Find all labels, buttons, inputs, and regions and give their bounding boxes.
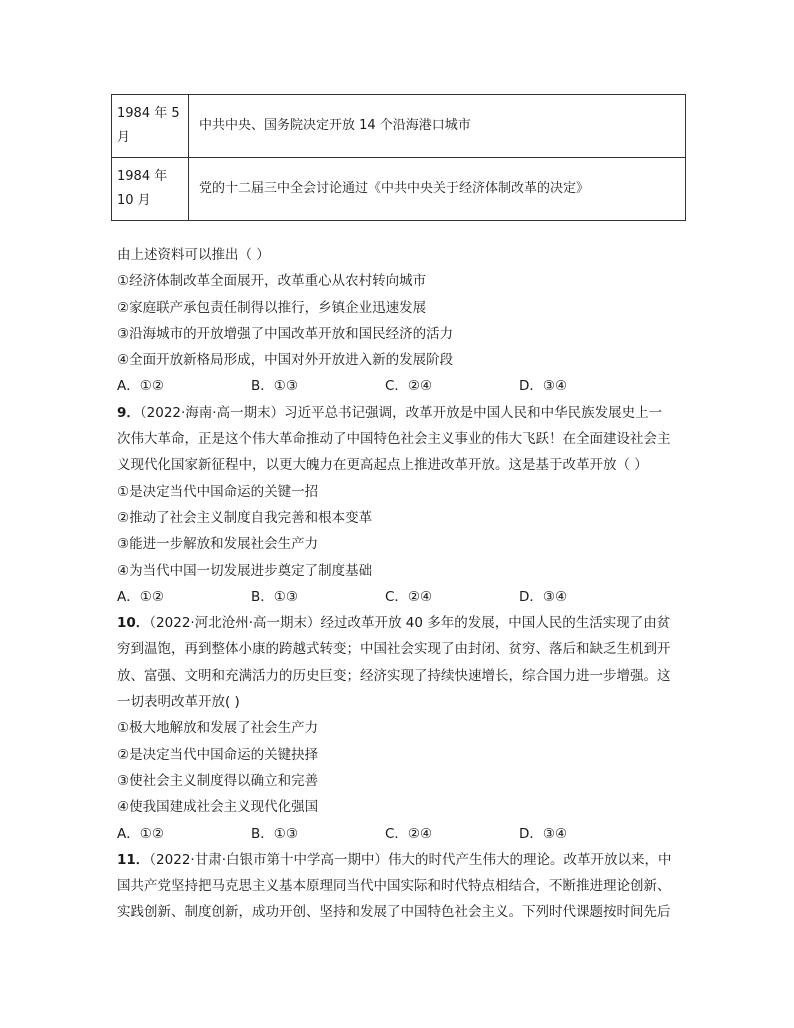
table-cell-event: 党的十二届三中全会讨论通过《中共中央关于经济体制改革的决定》 (189, 158, 686, 221)
stem-text: 放、富强、文明和充满活力的历史巨变；经济实现了持续快速增长，综合国力进一步增强。这 (117, 667, 671, 684)
statement-item: ①是决定当代中国命运的关键一招 (117, 483, 319, 500)
question-stem (117, 610, 687, 636)
stem-text: 穷到温饱，再到整体小康的跨越式转变；中国社会实现了由封闭、贫穷、落后和缺乏生机到开 (117, 641, 671, 658)
timeline-table (111, 94, 686, 221)
statement-item: ①极大地解放和发展了社会生产力 (117, 720, 319, 737)
question-stem (117, 400, 687, 426)
option-a[interactable]: A．①② (117, 588, 164, 605)
question-content (117, 242, 687, 926)
stem-text: （2022·甘肃·白银市第十中学高一期中）伟大的时代产生伟大的理论。改革开放以来，中 (149, 851, 672, 868)
answer-options (117, 373, 687, 399)
table-cell-event: 中共中央、国务院决定开放 14 个沿海港口城市 (189, 95, 686, 158)
statement-item: ②推动了社会主义制度自我完善和根本变革 (117, 509, 373, 526)
option-d[interactable]: D．③④ (519, 588, 568, 605)
answer-options (117, 821, 687, 847)
statement-item: ②家庭联产承包责任制得以推行，乡镇企业迅速发展 (117, 299, 427, 316)
stem-text: 义现代化国家新征程中，以更大魄力在更高起点上推进改革开放。这是基于改革开放（ ） (117, 457, 648, 474)
stem-text: 次伟大革命，正是这个伟大革命推动了中国特色社会主义事业的伟大飞跃！在全面建设社会主 (117, 431, 671, 448)
option-b[interactable]: B．①③ (251, 825, 298, 842)
option-d[interactable]: D．③④ (519, 378, 568, 395)
statement-item: ③能进一步解放和发展社会生产力 (117, 536, 319, 553)
statement-item: ①经济体制改革全面展开，改革重心从农村转向城市 (117, 273, 427, 290)
option-c[interactable]: C．②④ (385, 378, 433, 395)
statement-item: ④使我国建成社会主义现代化强国 (117, 799, 319, 816)
stem-text: 实践创新、制度创新，成功开创、坚持和发展了中国特色社会主义。下列时代课题按时间先后 (117, 904, 671, 921)
statement-item: ③使社会主义制度得以确立和完善 (117, 772, 319, 789)
option-a[interactable]: A．①② (117, 378, 164, 395)
table-cell-date: 1984 年 5 月 (112, 95, 189, 158)
question-stem: 由上述资料可以推出（ ） (117, 247, 270, 263)
question-number: 9． (117, 404, 140, 421)
statement-item: ④全面开放新格局形成，中国对外开放进入新的发展阶段 (117, 352, 454, 369)
option-b[interactable]: B．①③ (251, 378, 298, 395)
option-d[interactable]: D．③④ (519, 825, 568, 842)
answer-options (117, 584, 687, 610)
question-number: 11． (117, 851, 150, 868)
statement-item: ②是决定当代中国命运的关键抉择 (117, 746, 319, 763)
stem-text: （2022·海南·高一期末）习近平总书记强调，改革开放是中国人民和中华民族发展史上一 (139, 404, 663, 421)
statement-item: ③沿海城市的开放增强了中国改革开放和国民经济的活力 (117, 325, 454, 342)
statement-item: ④为当代中国一切发展进步奠定了制度基础 (117, 562, 373, 579)
option-a[interactable]: A．①② (117, 825, 164, 842)
option-c[interactable]: C．②④ (385, 588, 433, 605)
stem-text: 一切表明改革开放( ) (117, 694, 240, 711)
table-cell-date: 1984 年 10 月 (112, 158, 189, 221)
stem-text: 国共产党坚持把马克思主义基本原理同当代中国实际和时代特点相结合，不断推进理论创新、 (117, 878, 671, 895)
option-b[interactable]: B．①③ (251, 588, 298, 605)
question-stem (117, 847, 687, 873)
stem-text: （2022·河北沧州·高一期末）经过改革开放 40 多年的发展，中国人民的生活实现了由贫 (149, 615, 671, 632)
option-c[interactable]: C．②④ (385, 825, 433, 842)
table-row (112, 158, 686, 221)
question-number: 10． (117, 615, 150, 632)
table-row (112, 95, 686, 158)
